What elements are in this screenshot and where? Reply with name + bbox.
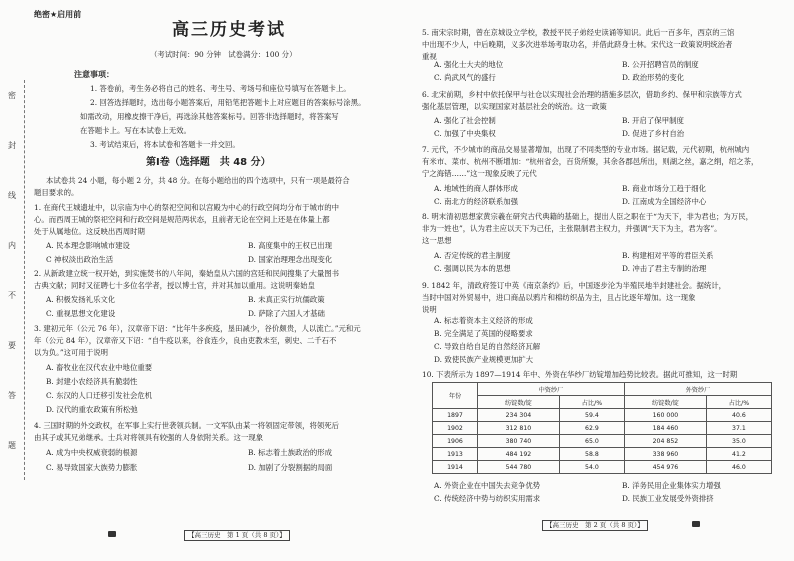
q7-option-d: D. 江南成为全国经济中心 — [622, 197, 707, 206]
table-cell: 312 810 — [478, 422, 560, 435]
binding-char: 不 — [8, 291, 16, 300]
q5-stem: 5. 南宋宗时期，曾在京城设立学校，教授平民子弟经史读诵等知识。此后一百多年，西京的三馆 — [422, 28, 735, 37]
scanner-icon — [692, 521, 700, 527]
table-subheader: 占比/% — [706, 396, 771, 409]
q4-stem: 由其子或其兄弟继承。士兵对将领具有较强的人身依附关系。这一现象 — [34, 433, 264, 442]
q2-stem: 2. 从新政建立统一权开始，到实施焚书的八年间，秦始皇从六国的宫廷和民间搜集了大量图书 — [34, 269, 340, 278]
notes-item: 在答题卡上。写在本试卷上无效。 — [80, 126, 191, 135]
binding-char: 封 — [8, 141, 16, 150]
table-row — [433, 435, 772, 448]
secret-label: 绝密★启用前 — [34, 10, 82, 19]
table-cell: 35.0 — [706, 435, 771, 448]
q4-option-a: A. 成为中央权威衰弱的根源 — [46, 448, 138, 457]
table-cell: 37.1 — [706, 422, 771, 435]
table-cell: 1914 — [433, 461, 478, 474]
q1-option-b: B. 高度集中的王权已出现 — [248, 241, 333, 250]
q3-option-a: A. 畜牧业在汉代农业中地位重要 — [46, 363, 153, 372]
q4-option-d: D. 加剧了分裂割据的局面 — [248, 463, 333, 472]
q10-option-a: A. 外资企业在中国失去竞争优势 — [434, 481, 541, 490]
page-footer: 【高三历史 第 2 页（共 8 页）】 — [542, 520, 648, 531]
q3-option-d: D. 汉代的重农政策有所松弛 — [46, 405, 138, 414]
table-header-group: 外资纱厂 — [624, 383, 771, 396]
table-cell: 46.0 — [706, 461, 771, 474]
q4-option-b: B. 标志着土族政治的形成 — [248, 448, 333, 457]
table-cell: 65.0 — [559, 435, 624, 448]
table-cell: 454 976 — [624, 461, 706, 474]
notes-item: 如需改动，用橡皮擦干净后，再选涂其他答案标号。回答非选择题时，将答案写 — [80, 112, 339, 121]
table-cell: 1913 — [433, 448, 478, 461]
section-intro: 题目要求的。 — [34, 188, 79, 197]
q8-stem: 这一思想 — [422, 236, 452, 245]
q5-option-a: A. 强化士大夫的地位 — [434, 60, 504, 69]
binding-char: 题 — [8, 441, 16, 450]
q10-option-c: C. 传统经济中势与纺织实用需求 — [434, 494, 541, 503]
q8-option-d: D. 冲击了君主专制的治理 — [622, 264, 707, 273]
table-cell: 58.8 — [559, 448, 624, 461]
binding-char: 要 — [8, 341, 16, 350]
section-heading: 第Ⅰ卷（选择题 共 48 分） — [146, 157, 271, 168]
table-cell: 544 780 — [478, 461, 560, 474]
table-cell: 204 852 — [624, 435, 706, 448]
table-subheader: 纺锭数/锭 — [624, 396, 706, 409]
q7-stem: 宁之海错……”这一现象反映了元代 — [422, 169, 537, 178]
q1-option-c: C 神权淡出政治生活 — [46, 255, 114, 264]
spindle-table — [432, 382, 772, 474]
q6-option-a: A. 强化了社会控制 — [434, 116, 496, 125]
q9-stem: 当时中国对外贸易中，进口商品以鸦片和棉纺织品为主，且占比逐年增加。这一现象 — [422, 293, 696, 302]
q2-option-d: D. 萨除了六国人才基础 — [248, 309, 325, 318]
table-cell: 160 000 — [624, 409, 706, 422]
q9-option-a: A. 标志着资本主义经济的形成 — [434, 316, 533, 325]
q3-option-b: B. 封建小农经济具有脆弱性 — [46, 377, 138, 386]
q2-option-b: B. 未真正实行坑儒政策 — [248, 295, 325, 304]
table-cell: 380 740 — [478, 435, 560, 448]
q10-option-d: D. 民族工业发展受外资排挤 — [622, 494, 714, 503]
table-cell: 59.4 — [559, 409, 624, 422]
q10-option-b: B. 洋务民用企业集体实力增强 — [622, 481, 721, 490]
q3-stem: 年（公元 84 年），汉章帝又下诏：“自牛疫以来，谷食连少，良由吏教未至，刺史、二千石不 — [34, 336, 337, 345]
q2-option-a: A. 积极发扬礼乐文化 — [46, 295, 116, 304]
table-cell: 338 960 — [624, 448, 706, 461]
q7-option-a: A. 地域性的商人群体形成 — [434, 184, 518, 193]
notes-item: 1. 答卷前，考生务必将自己的姓名、考生号、考场号和座位号填写在答题卡上。 — [90, 84, 351, 93]
binding-char: 密 — [8, 91, 16, 100]
q5-option-c: C. 尚武风气的盛行 — [434, 73, 496, 82]
table-cell: 40.6 — [706, 409, 771, 422]
q8-option-b: B. 构建相对平等的君臣关系 — [622, 251, 714, 260]
binding-strip — [0, 80, 28, 480]
q6-option-c: C. 加强了中央集权 — [434, 129, 496, 138]
q2-option-c: C. 重视思想文化建设 — [46, 309, 116, 318]
table-cell: 62.9 — [559, 422, 624, 435]
q8-option-a: A. 否定传统的君主制度 — [434, 251, 511, 260]
table-row — [433, 422, 772, 435]
table-row — [433, 409, 772, 422]
notes-item: 2. 回答选择题时，选出每小题答案后，用铅笔把答题卡上对应题目的答案标号涂黑。 — [90, 98, 366, 107]
q8-stem: 8. 明末清初思想家黄宗羲在研究古代典籍的基础上，提出人臣之职在于“为天下，非为君也；为万民， — [422, 212, 753, 221]
table-cell: 184 460 — [624, 422, 706, 435]
q2-stem: 古典文献；同时又征聘七十多位名学者，授以博士官，并对其加以重用。这说明秦始皇 — [34, 281, 315, 290]
q5-option-d: D. 政治形势的变化 — [622, 73, 685, 82]
page-footer: 【高三历史 第 1 页（共 8 页）】 — [184, 530, 290, 541]
exam-subtitle: （考试时间：90 分钟 试卷满分：100 分） — [150, 50, 297, 59]
q8-stem: 非为一姓也”，认为君主应以天下为己任，主张限制君主权力，并强调“天下为主，君为客”。 — [422, 224, 722, 233]
q1-stem: 1. 在商代王城遗址中，以宗庙为中心的祭祀空间和以宫殿为中心的行政空间均分布于城市的中 — [34, 203, 340, 212]
q7-stem: 7. 元代，不少城市的商品交易显著增加，出现了不同类型的专业市场。据记载，元代初期，杭州城内 — [422, 145, 750, 154]
table-header-group: 中资纱厂 — [478, 383, 625, 396]
q3-stem: 以为负。”这可用于说明 — [34, 348, 108, 357]
q5-stem: 重视 — [422, 52, 437, 61]
table-cell: 484 192 — [478, 448, 560, 461]
q8-option-c: C. 强调以民为本的思想 — [434, 264, 511, 273]
table-subheader: 占比/% — [559, 396, 624, 409]
q1-option-d: D. 国家治理理念出现变化 — [248, 255, 333, 264]
binding-dashed-line — [24, 80, 25, 480]
q6-stem: 6. 北宋前期，乡村中依托保甲与社仓以实现社会治理的措施多层次，借助乡约、保甲和宗族等方式 — [422, 90, 742, 99]
q7-option-b: B. 商业市场分工趋于细化 — [622, 184, 707, 193]
q1-stem: 心。而西周王城的祭祀空间和行政空间是规范两状态，且前者无论在空间上还是在体量上都 — [34, 215, 330, 224]
q1-option-a: A. 民本理念影响城市建设 — [46, 241, 130, 250]
binding-char: 线 — [8, 191, 16, 200]
table-row — [433, 461, 772, 474]
q6-option-d: D. 促进了乡村自治 — [622, 129, 685, 138]
q7-option-c: C. 南北方的经济联系加强 — [434, 197, 518, 206]
binding-char: 答 — [8, 391, 16, 400]
table-cell: 1902 — [433, 422, 478, 435]
table-cell: 41.2 — [706, 448, 771, 461]
table-cell: 234 304 — [478, 409, 560, 422]
table-cell: 54.0 — [559, 461, 624, 474]
q9-option-b: B. 完全满足了英国的侵略要求 — [434, 329, 533, 338]
exam-title: 高三历史考试 — [172, 20, 286, 40]
scanner-icon — [108, 531, 116, 537]
q7-stem: 有米市、菜市、杭州不断增加：“杭州省会，百货所聚，其余各郡邑所出，则湖之丝，嘉之绢，绍之茶， — [422, 157, 759, 166]
notes-item: 3. 考试结束后，将本试卷和答题卡一并交回。 — [90, 140, 240, 149]
q4-stem: 4. 三国时期的外交政权，在军事上实行世袭领兵制。一文军队由某一将领固定带领，将领死后 — [34, 421, 340, 430]
q9-option-c: C. 导致自给自足的自然经济瓦解 — [434, 342, 541, 351]
q4-option-c: C. 易导致国家大族势力膨胀 — [46, 463, 138, 472]
q3-stem: 3. 建初元年（公元 76 年），汉章帝下诏：“比年牛多疾疫，垦田减少，谷价颇贵，人以流亡。”元和元 — [34, 324, 361, 333]
q3-option-c: C. 东汉的人口迁移引发社会危机 — [46, 391, 153, 400]
table-header-year: 年份 — [433, 383, 478, 409]
table-subheader: 纺锭数/锭 — [478, 396, 560, 409]
q1-stem: 处于从属地位。这反映出西周时期 — [34, 227, 145, 236]
q9-option-d: D. 致使民族产业规模更加扩大 — [434, 355, 534, 364]
table-cell: 1897 — [433, 409, 478, 422]
q6-stem: 强化基层管理，以实现国家对基层社会的统治。这一政策 — [422, 102, 607, 111]
q9-stem: 9. 1842 年，清政府签订中英《南京条约》后，中国逐步沦为半殖民地半封建社会。据统计， — [422, 281, 727, 290]
q6-option-b: B. 开启了保甲制度 — [622, 116, 684, 125]
q5-stem: 中出现不少人，中后晚期，义多次进举场考取功名，并借此跻身士林。宋代这一政策说明统治者 — [422, 40, 733, 49]
table-row — [433, 448, 772, 461]
q9-stem: 说明 — [422, 305, 437, 314]
binding-char: 内 — [8, 241, 16, 250]
q10-stem: 10. 下表所示为 1897—1914 年中、外资在华纱厂纺锭增加趋势比较表。据此可推知，这一时期 — [422, 370, 738, 379]
q5-option-b: B. 公开招聘官员的制度 — [622, 60, 699, 69]
table-cell: 1906 — [433, 435, 478, 448]
section-intro: 本试卷共 24 小题，每小题 2 分，共 48 分。在每小题给出的四个选项中，只有一项是最符合 — [46, 176, 350, 185]
notes-heading: 注意事项： — [74, 70, 114, 79]
